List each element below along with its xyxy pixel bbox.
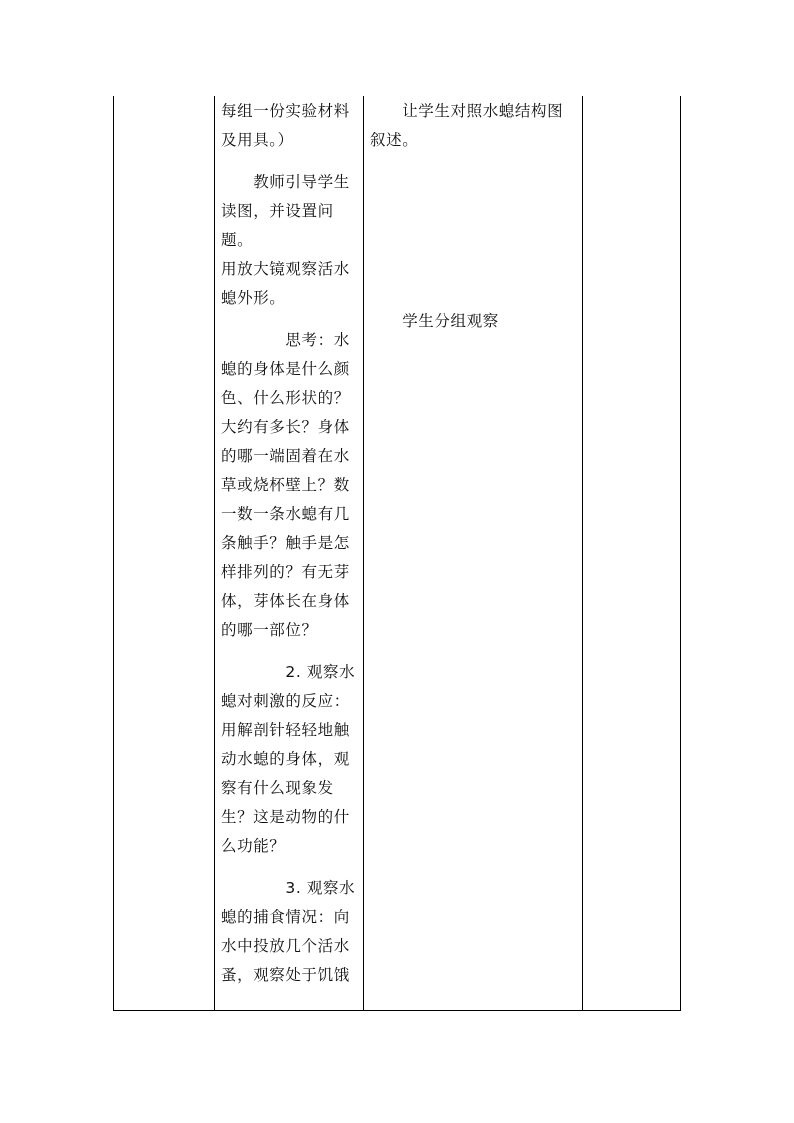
activity-paragraph-think: 思考：水 螅的身体是什么颜 色、什么形状的？ 大约有多长？身体 的哪一端固着在水 草或烧杯壁上？数 一数一条水螅有几 条触手？触手是怎 样排列的？有无芽 体，芽体长在身体 的哪一部位？ [221, 331, 350, 639]
table-border-right [680, 96, 681, 1010]
table-border-left [113, 96, 114, 1010]
activity-paragraph-feeding: 3. 观察水 螅的捕食情况：向 水中投放几个活水 蚤，观察处于饥饿 [221, 879, 356, 984]
teacher-activity-cell [221, 96, 357, 1010]
student-paragraph-describe: 让学生对照水螅结构图 叙述。 [370, 102, 564, 149]
table-border-col3 [582, 96, 583, 1010]
activity-paragraph-guide: 教师引导学生 读图，并设置问题。 用放大镜观察活水 螅外形。 [221, 173, 350, 307]
student-activity-cell [370, 96, 578, 1010]
activity-paragraph-stimulus: 2. 观察水 螅对刺激的反应： 用解剖针轻轻地触 动水螅的身体，观 察有什么现象发 生？这是动物的什 么功能？ [221, 663, 356, 855]
table-border-bottom [113, 1010, 681, 1011]
student-paragraph-observe: 学生分组观察 [370, 312, 499, 330]
activity-paragraph-materials: 每组一份实验材料 及用具。） [221, 102, 350, 149]
table-border-col2 [363, 96, 364, 1010]
table-border-col1 [214, 96, 215, 1010]
